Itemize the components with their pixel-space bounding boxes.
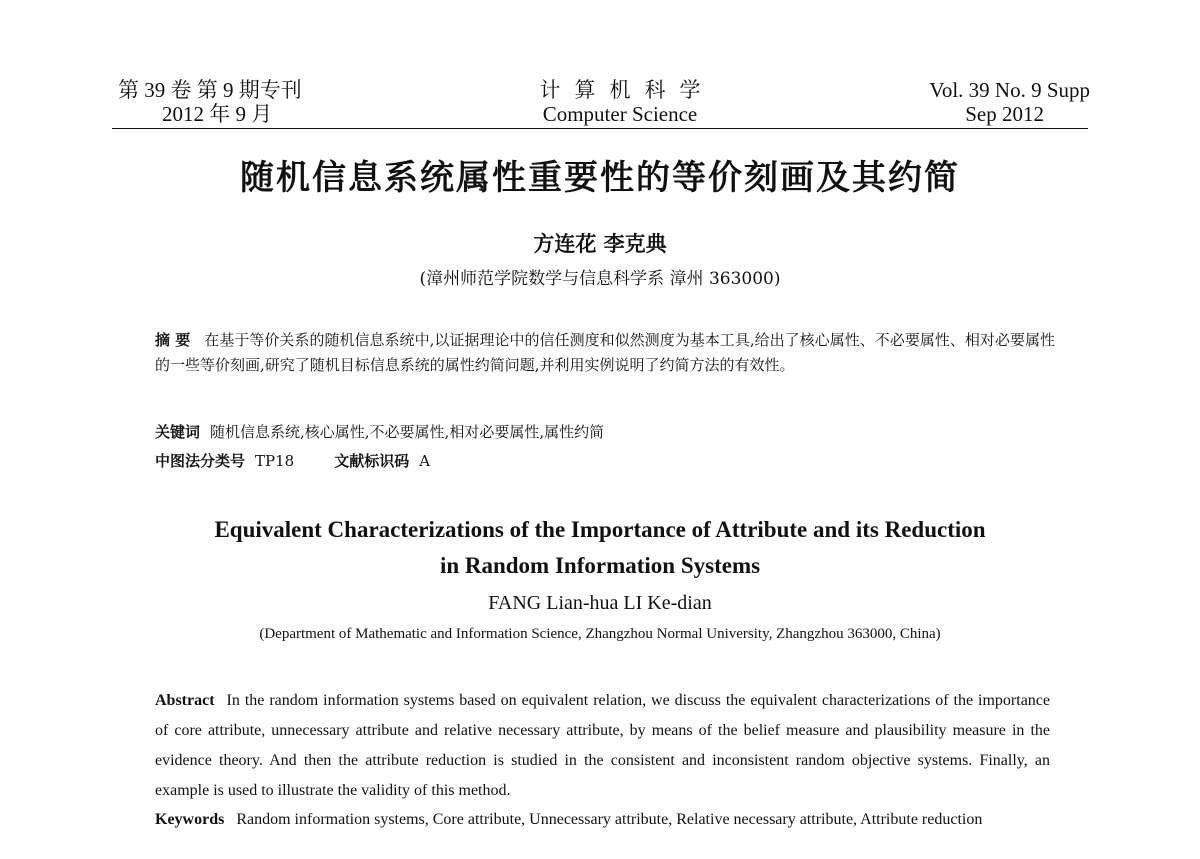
paper-title-cn: 随机信息系统属性重要性的等价刻画及其约简 — [240, 158, 960, 198]
class-value: TP18 — [255, 452, 295, 470]
keywords-text-cn: 随机信息系统,核心属性,不必要属性,相对必要属性,属性约简 — [210, 423, 605, 441]
journal-volume-info — [118, 78, 302, 126]
journal-name-en: Computer Science — [542, 102, 698, 126]
publication-date-cn: 2012 年 9 月 — [162, 102, 273, 126]
paper-title-en-line1: Equivalent Characterizations of the Importance of Attribute and its Reduction — [214, 517, 986, 542]
doc-code-label: 文献标识码 — [334, 452, 410, 470]
classification-row — [155, 449, 1055, 474]
abstract-text-cn: 在基于等价关系的随机信息系统中,以证据理论中的信任测度和似然测度为基本工具,给出了核心属性、不必要属性、相对必要属性的一些等价刻画,研究了随机目标信息系统的属性约简问题,并利用实例说明了约简方法的有效性。 — [155, 331, 1055, 374]
header-rule — [112, 128, 1088, 129]
volume-issue: 第 39 卷 第 9 期专刊 — [118, 78, 302, 102]
doc-code-value: A — [419, 452, 431, 470]
abstract-text-en: In the random information systems based on equivalent relation, we discuss the equivalent characterizations of the importance of core attribute, unnecessary attribute and relative necessary attribute, by means of the belief measure and plausibility measure in the evidence theory. And then the attribute reduction is studied in the consistent and inconsistent random objective systems. Finally, an example is used to illustrate the validity of this method. — [155, 692, 1050, 799]
authors-cn: 方连花 李克典 — [533, 232, 667, 256]
keywords-label-cn: 关键词 — [155, 423, 201, 441]
keywords-en — [155, 805, 1050, 835]
abstract-label-cn: 摘 要 — [155, 331, 191, 349]
abstract-label-en: Abstract — [155, 692, 215, 709]
affiliation-cn: (漳州师范学院数学与信息科学系 漳州 363000) — [419, 269, 781, 289]
keywords-label-en: Keywords — [155, 811, 225, 828]
keywords-text-en: Random information systems, Core attribute, Unnecessary attribute, Relative necessary attribute, Attribute reduction — [236, 811, 983, 828]
paper-title-en-line2: in Random Information Systems — [439, 553, 761, 578]
affiliation-en: (Department of Mathematic and Information Science, Zhangzhou Normal University, Zhangzhou 363000, China) — [259, 626, 941, 642]
class-label: 中图法分类号 — [155, 452, 246, 470]
keywords-cn — [155, 420, 1055, 445]
abstract-cn — [155, 328, 1055, 378]
abstract-en — [155, 686, 1050, 806]
paper-title-en — [0, 512, 1200, 584]
journal-volume-info-en — [929, 78, 1090, 126]
journal-name-cn: 计算机科学 — [539, 78, 715, 102]
volume-issue-en: Vol. 39 No. 9 Supp — [929, 78, 1090, 102]
journal-name — [500, 78, 740, 126]
authors-en: FANG Lian-hua LI Ke-dian — [488, 592, 712, 614]
publication-date-en: Sep 2012 — [965, 102, 1044, 126]
